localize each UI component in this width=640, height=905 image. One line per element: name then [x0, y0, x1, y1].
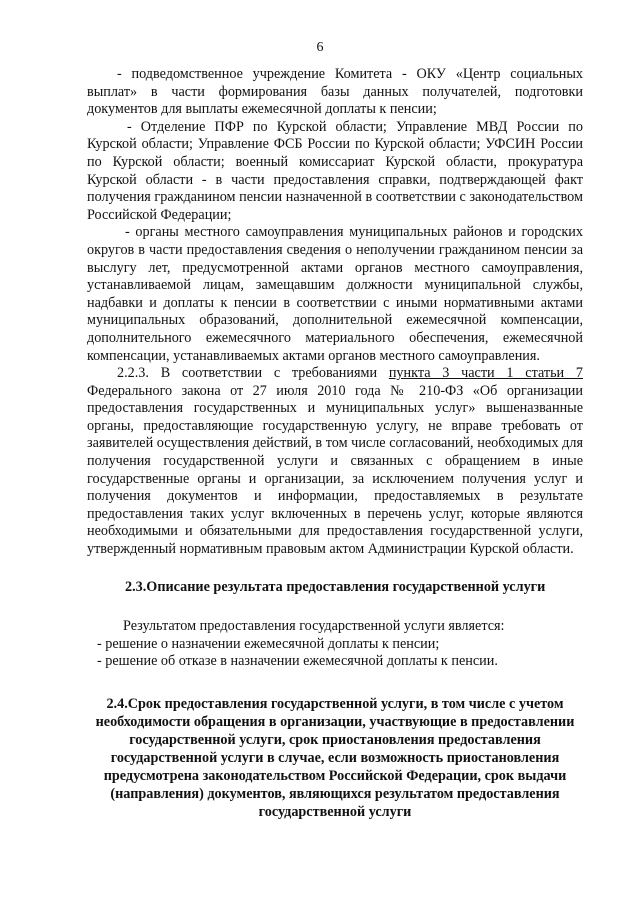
- paragraph-2-2-3-end: Федерального закона от 27 июля 2010 года № 210-ФЗ «Об организации предоставления государственных и муниципальных услуг» вышеназванные органы, предоставляющие государственную услугу, не вправе требовать от заявителей осуществления действий, в том числе согласований, необходимых для получения государственной услуги и связанных с обращением в иные государственные органы и организации, за исключением получения услуг и получения документов и информации, предоставляемых в результате предоставления таких услуг включенных в перечень услуг, которые являются необходимыми и обязательными для предоставления государственной услуги, утвержденный нормативным правовым актом Администрации Курской области.: [87, 382, 583, 558]
- paragraph-2-2-3-start: 2.2.3. В соответствии с требованиями: [117, 365, 389, 382]
- list-item: - решение о назначении ежемесячной доплаты к пенсии;: [97, 635, 440, 652]
- paragraph-2-2-3: [87, 365, 583, 559]
- paragraph-federal-agencies: - Отделение ПФР по Курской области; Управление МВД России по Курской области; Управление ФСБ России по Курской области; УФСИН России по Курской области; военный комиссариат Курской области, прокуратура Курской области - в части предоставления справки, подтверждающей факт получения гражданином пенсии назначенной в соответствии с законодательством Российской Федерации;: [87, 118, 583, 223]
- law-reference-link[interactable]: пункта 3 части 1 статьи 7: [388, 365, 583, 382]
- section-2-3-intro: Результатом предоставления государственной услуги является:: [123, 618, 505, 635]
- page-number: 6: [316, 40, 324, 55]
- paragraph-local-authorities: - органы местного самоуправления муниципальных районов и городских округов в части предоставления сведения о неполучении гражданином пенсии за выслугу лет, предусмотренной актами органов местного самоуправления, устанавливаемой лицам, замещавшим должности муниципальной службы, надбавки и доплаты к пенсии в соответствии с иными нормативными актами муниципальных образований, дополнительной ежемесячной компенсации, дополнительного ежемесячного материального обеспечения, ежемесячной компенсации, устанавливаемых актами органов местного самоуправления.: [87, 224, 583, 364]
- list-item: - решение об отказе в назначении ежемесячной доплаты к пенсии.: [97, 653, 498, 670]
- section-2-4-heading: 2.4.Срок предоставления государственной услуги, в том числе с учетом необходимости обращения в организации, участвующие в предоставлении государственной услуги, срок приостановления предоставления государственной услуги в случае, если возможность приостановления предусмотрена законодательством Российской Федерации, срок выдачи (направления) документов, являющихся результатом предоставления государственной услуги: [95, 696, 575, 820]
- paragraph-subordinate-institution: - подведомственное учреждение Комитета - ОКУ «Центр социальных выплат» в части формирования базы данных получателей, подготовки документов для выплаты ежемесячной доплаты к пенсии;: [87, 66, 583, 118]
- document-body: [87, 66, 583, 821]
- section-2-3-heading: 2.3.Описание результата предоставления государственной услуги: [125, 578, 546, 595]
